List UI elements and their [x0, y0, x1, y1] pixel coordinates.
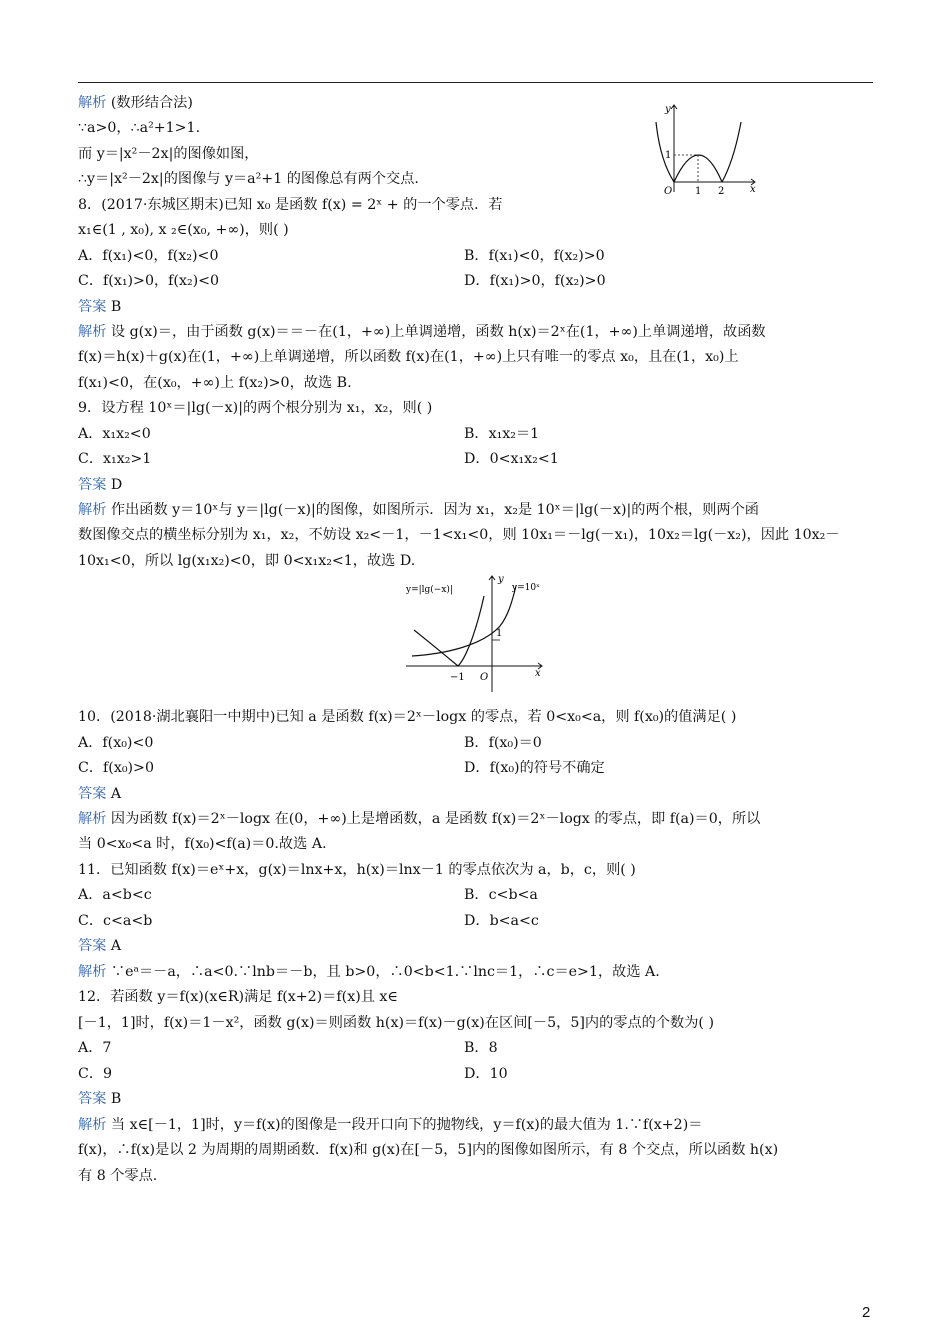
line-text: C．c<a<b	[78, 913, 153, 929]
graph2-exp-label: y=10ˣ	[512, 583, 540, 593]
option-line	[464, 911, 539, 931]
option-line	[78, 246, 218, 266]
graph2-x-label: x	[535, 668, 541, 679]
line-text: 而 y＝|x²－2x|的图像如图，	[78, 146, 259, 162]
line-text: D．10	[464, 1066, 508, 1082]
line-text: A	[106, 938, 122, 954]
line-text: C．f(x₁)>0，f(x₂)<0	[78, 273, 220, 289]
line-text: f(x)，∴f(x)是以 2 为周期的周期函数．f(x)和 g(x)在[－5，5]内的图像如图所示，有 8 个交点，所以函数 h(x)	[78, 1142, 779, 1158]
label-tag: 解析	[78, 811, 107, 827]
line-text: A．a<b<c	[78, 887, 152, 903]
line-text: B．f(x₀)＝0	[464, 735, 542, 751]
text-line	[78, 220, 289, 240]
graph2-one: 1	[496, 628, 503, 639]
text-line	[78, 195, 502, 215]
line-text: 作出函数 y＝10ˣ与 y＝|lg(－x)|的图像，如图所示．因为 x₁，x₂是 10ˣ＝|lg(－x)|的两个根，则两个函	[106, 502, 759, 518]
graph2-y-label: y	[498, 574, 504, 585]
text-line	[78, 398, 432, 418]
text-line	[78, 347, 739, 367]
line-text: D．b<a<c	[464, 913, 539, 929]
option-line	[464, 246, 605, 266]
text-line	[78, 373, 352, 393]
line-text: A．x₁x₂<0	[78, 426, 151, 442]
line-text: B	[106, 299, 122, 315]
line-text: 11．已知函数 f(x)＝eˣ+x，g(x)＝lnx+x，h(x)＝lnx－1 的零点依次为 a，b，c，则( )	[78, 862, 636, 878]
line-text: [－1，1]时，f(x)＝1－x²，函数 g(x)＝则函数 h(x)＝f(x)－g(x)在区间[－5，5]内的零点的个数为( )	[78, 1015, 714, 1031]
text-line	[78, 1013, 714, 1033]
option-line	[78, 911, 152, 931]
line-text: 有 8 个零点.	[78, 1168, 158, 1184]
line-text: B．f(x₁)<0，f(x₂)>0	[464, 248, 605, 264]
text-line	[78, 1166, 157, 1186]
graph1-x-label: x	[750, 184, 756, 195]
line-text: ∵eᵃ＝－a，∴a<0.∵lnb＝－b，且 b>0，∴0<b<1.∵lnc＝1，∴c＝e>1，故选 A.	[106, 964, 660, 980]
option-line	[464, 424, 539, 444]
label-tag: 解析	[78, 502, 107, 518]
line-text: B	[106, 1091, 122, 1107]
text-line	[78, 987, 398, 1007]
graph1-one-y: 1	[665, 150, 672, 161]
option-line	[464, 733, 542, 753]
line-text: 9．设方程 10ˣ＝|lg(－x)|的两个根分别为 x₁，x₂，则( )	[78, 400, 433, 416]
option-line	[464, 1064, 508, 1084]
line-text: 设 g(x)＝，由于函数 g(x)＝＝－在(1，+∞)上单调递增，函数 h(x)＝2ˣ在(1，+∞)上单调递增，故函数	[106, 324, 766, 340]
option-line	[78, 1064, 112, 1084]
label-tag: 解析	[78, 1117, 107, 1133]
line-text: A	[106, 786, 122, 802]
text-line	[78, 784, 121, 804]
text-line	[78, 144, 259, 164]
line-text: ∴y＝|x²－2x|的图像与 y＝a²+1 的图像总有两个交点.	[78, 171, 419, 187]
line-text: B．c<b<a	[464, 887, 538, 903]
line-text: C．x₁x₂>1	[78, 451, 152, 467]
line-text: 数图像交点的横坐标分别为 x₁，x₂，不妨设 x₂<－1，－1<x₁<0，则 10x₁＝－lg(－x₁)，10x₂＝lg(－x₂)，因此 10x₂－	[78, 527, 840, 543]
label-tag: 答案	[78, 477, 107, 493]
line-text: A．7	[78, 1040, 112, 1056]
line-text: B．x₁x₂＝1	[464, 426, 540, 442]
line-text: 当 0<x₀<a 时，f(x₀)<f(a)＝0.故选 A.	[78, 836, 327, 852]
option-line	[78, 271, 219, 291]
label-tag: 解析	[78, 324, 107, 340]
line-text: f(x)＝h(x)＋g(x)在(1，+∞)上单调递增，所以函数 f(x)在(1，+∞)上只有唯一的零点 x₀，且在(1，x₀)上	[78, 349, 739, 365]
option-line	[78, 424, 151, 444]
text-line	[78, 936, 121, 956]
line-text: D．f(x₁)>0，f(x₂)>0	[464, 273, 606, 289]
graph1-y-label: y	[665, 104, 671, 115]
label-tag: 答案	[78, 299, 107, 315]
line-text: 10x₁<0，所以 lg(x₁x₂)<0，即 0<x₁x₂<1，故选 D.	[78, 553, 416, 569]
graph1-two-x: 2	[718, 186, 725, 196]
line-text: C．9	[78, 1066, 113, 1082]
text-line	[78, 834, 327, 854]
line-text: (数形结合法)	[106, 95, 193, 111]
graph2-lg-label: y=|lg(−x)|	[406, 585, 453, 595]
option-line	[464, 885, 538, 905]
text-line	[78, 551, 415, 571]
text-line	[78, 297, 121, 317]
label-tag: 答案	[78, 938, 107, 954]
header-rule	[78, 82, 873, 83]
line-text: A．f(x₀)<0	[78, 735, 154, 751]
line-text: D．f(x₀)的符号不确定	[464, 760, 605, 776]
line-text: f(x₁)<0，在(x₀，+∞)上 f(x₂)>0，故选 B.	[78, 375, 352, 391]
label-tag: 答案	[78, 1091, 107, 1107]
line-text: ∵a>0，∴a²+1>1.	[78, 120, 201, 136]
line-text: 8．(2017·东城区期末)已知 x₀ 是函数 f(x) = 2ˣ + 的一个零点．若	[78, 197, 503, 213]
option-line	[78, 758, 154, 778]
option-line	[464, 449, 559, 469]
graph-exp-log	[404, 572, 546, 694]
line-text: 当 x∈[－1，1]时，y＝f(x)的图像是一段开口向下的抛物线，y＝f(x)的最大值为 1.∵f(x+2)＝	[106, 1117, 703, 1133]
text-line	[78, 1140, 778, 1160]
text-line	[78, 322, 766, 342]
text-line	[78, 475, 122, 495]
label-tag: 解析	[78, 95, 107, 111]
option-line	[464, 271, 606, 291]
graph1-one-x: 1	[695, 186, 702, 196]
line-text: D．0<x₁x₂<1	[464, 451, 559, 467]
option-line	[78, 733, 153, 753]
line-text: D	[106, 477, 123, 493]
graph2-origin: O	[480, 672, 489, 683]
text-line	[78, 525, 840, 545]
page-number: 2	[862, 1304, 871, 1321]
graph2-neg-one: −1	[450, 672, 465, 683]
option-line	[464, 1038, 498, 1058]
option-line	[464, 758, 605, 778]
line-text: B．8	[464, 1040, 498, 1056]
label-tag: 解析	[78, 964, 107, 980]
text-line	[78, 962, 660, 982]
text-line	[78, 500, 759, 520]
line-text: 10．(2018·湖北襄阳一中期中)已知 a 是函数 f(x)＝2ˣ－logx 的零点，若 0<x₀<a，则 f(x₀)的值满足( )	[78, 709, 737, 725]
text-line	[78, 169, 419, 189]
line-text: A．f(x₁)<0，f(x₂)<0	[78, 248, 219, 264]
line-text: C．f(x₀)>0	[78, 760, 154, 776]
line-text: x₁∈(1 , x₀), x ₂∈(x₀, +∞)，则( )	[78, 222, 289, 238]
text-line	[78, 707, 736, 727]
line-text: 因为函数 f(x)＝2ˣ－logx 在(0，+∞)上是增函数，a 是函数 f(x)＝2ˣ－logx 的零点，即 f(a)＝0，所以	[106, 811, 761, 827]
text-line	[78, 1089, 121, 1109]
text-line	[78, 1115, 702, 1135]
text-line	[78, 809, 760, 829]
option-line	[78, 449, 151, 469]
graph-abs-quadratic	[648, 100, 760, 196]
graph1-origin: O	[664, 186, 673, 196]
text-line	[78, 860, 636, 880]
label-tag: 答案	[78, 786, 107, 802]
text-line	[78, 93, 193, 113]
option-line	[78, 1038, 111, 1058]
option-line	[78, 885, 152, 905]
text-line	[78, 118, 200, 138]
line-text: 12．若函数 y＝f(x)(x∈R)满足 f(x+2)＝f(x)且 x∈	[78, 989, 398, 1005]
